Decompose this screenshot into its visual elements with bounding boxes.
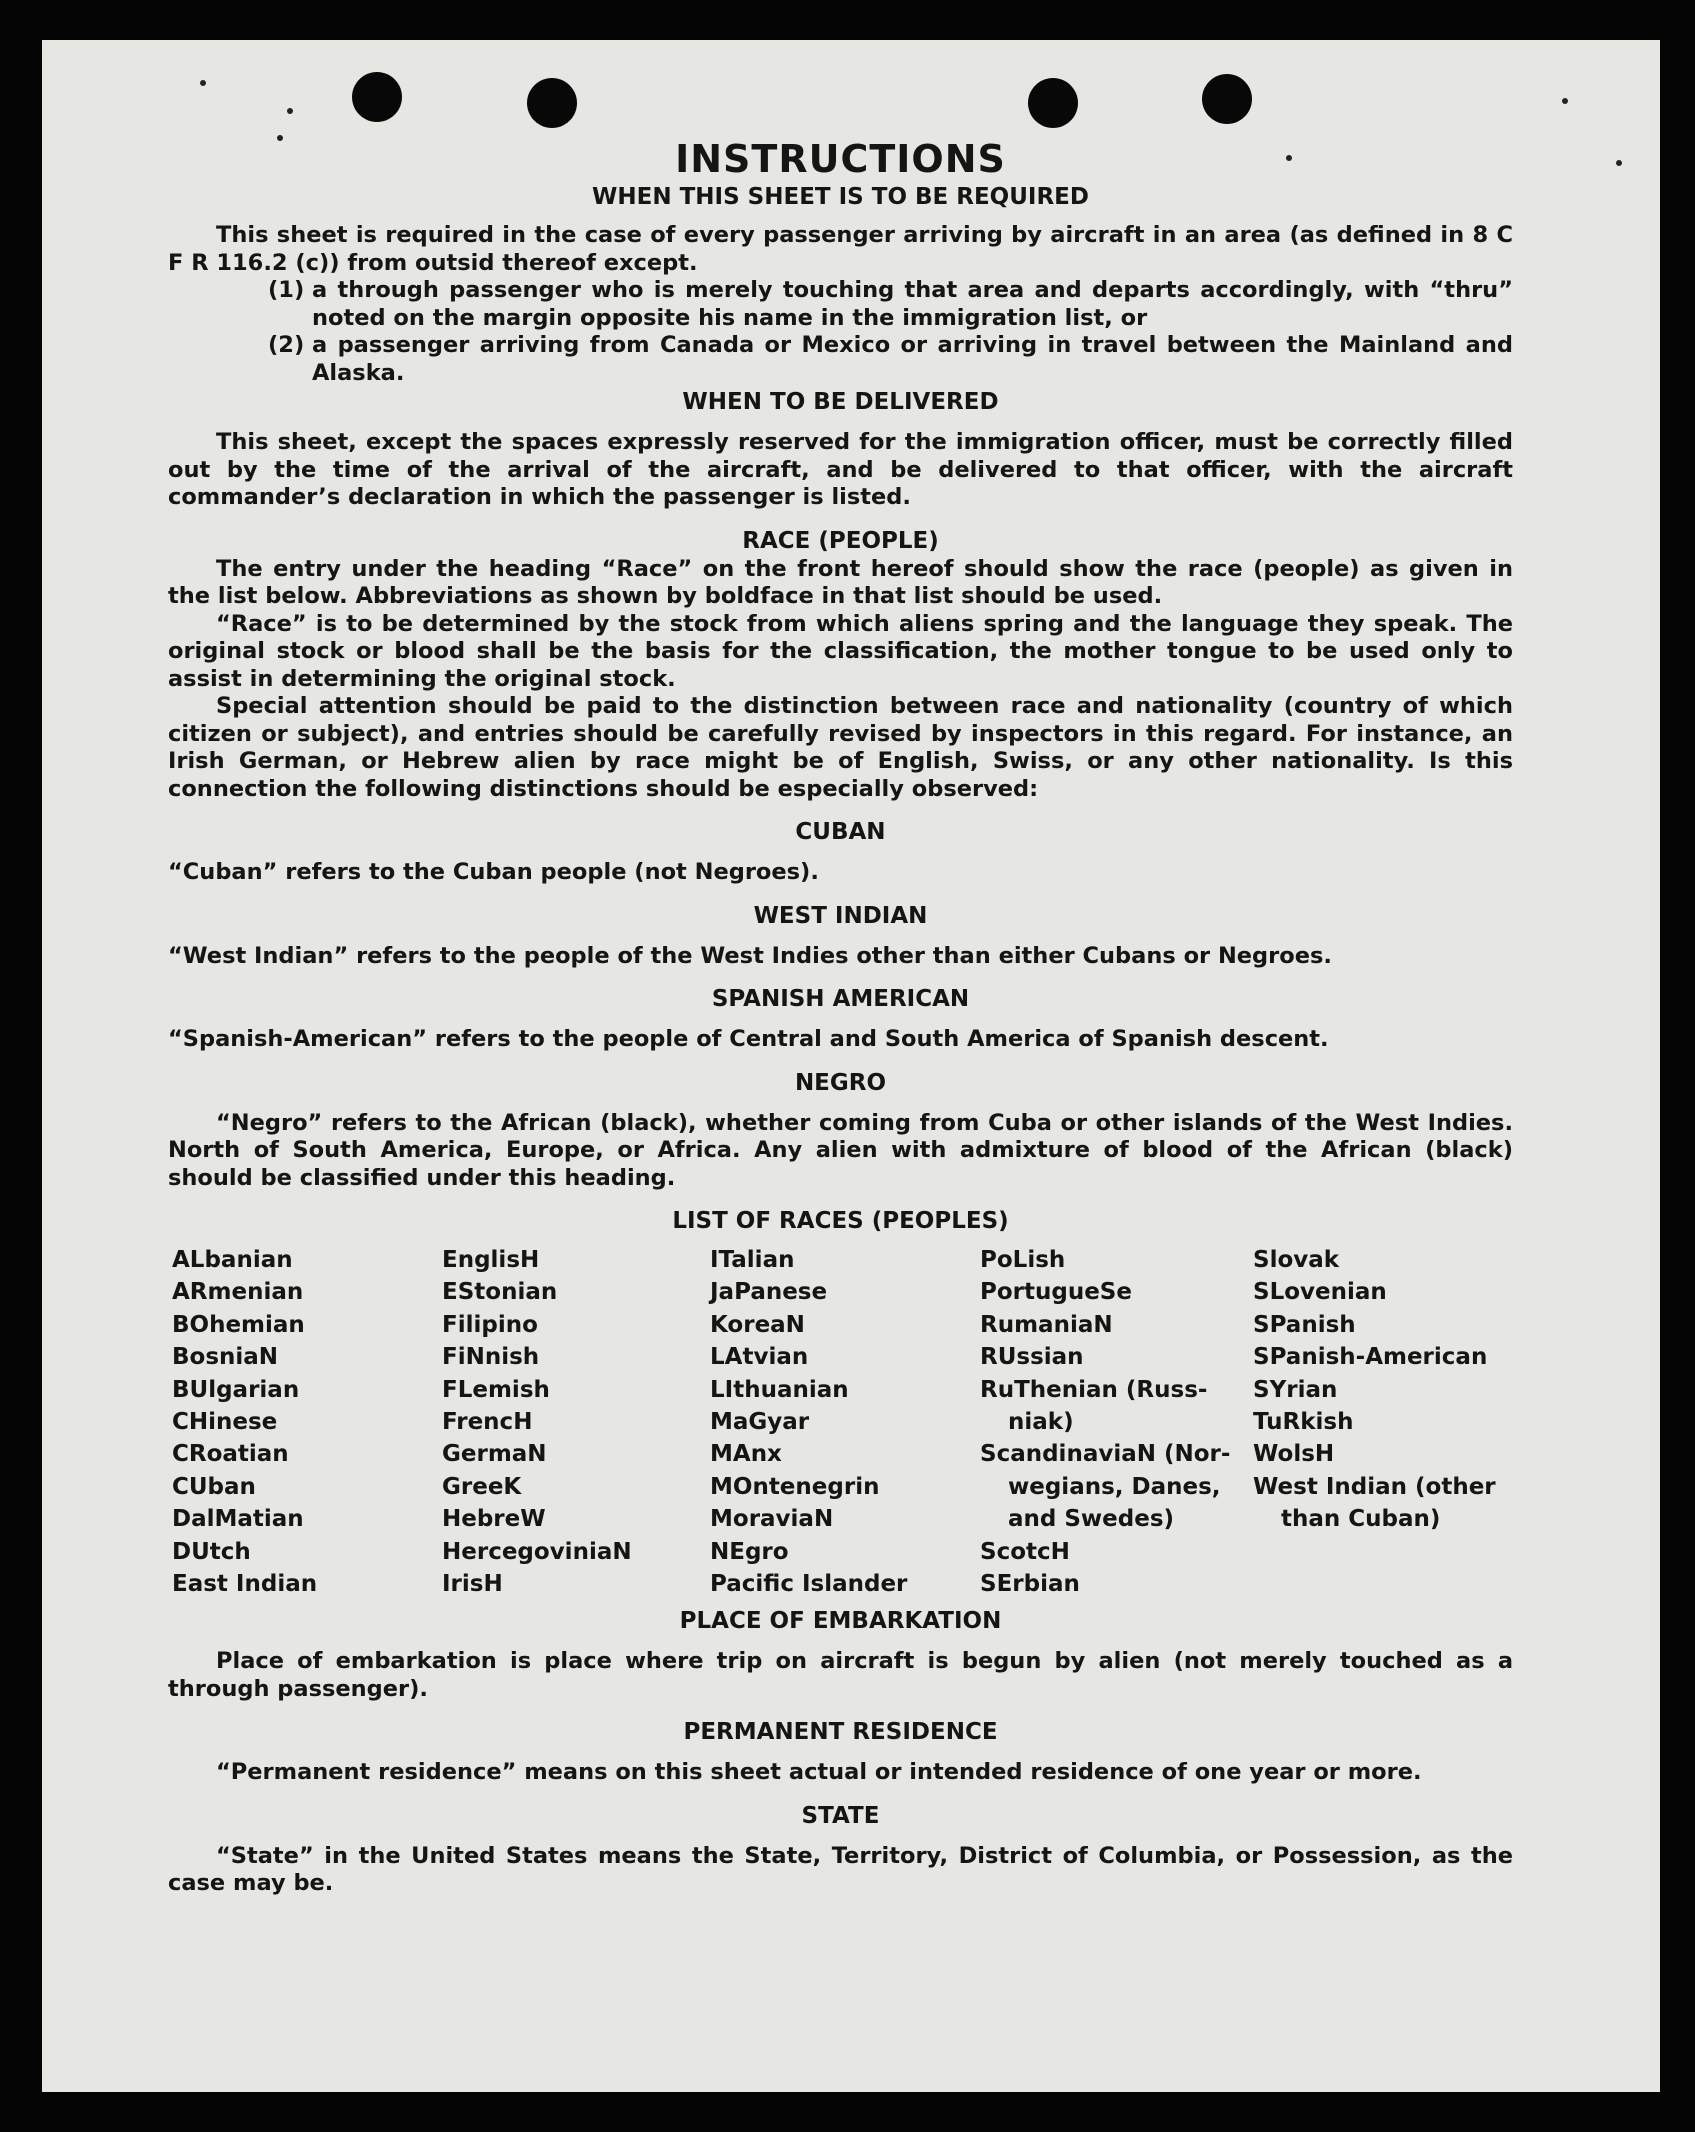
race-entry: EnglisH — [442, 1247, 540, 1273]
race-entry: HebreW — [442, 1506, 546, 1533]
speck — [200, 80, 206, 86]
races-column — [980, 1244, 1253, 1600]
heading-delivered: WHEN TO BE DELIVERED — [682, 389, 999, 415]
race-entry: SErbian — [980, 1571, 1080, 1598]
race-entry: JaPanese — [710, 1279, 828, 1306]
race-entry: MAnx — [710, 1441, 782, 1468]
race-entry: TuRkish — [1253, 1409, 1354, 1436]
race-entry: ScotcH — [980, 1538, 1070, 1565]
race-entry: IrisH — [442, 1571, 503, 1598]
punch-hole — [1202, 74, 1252, 124]
race-entry: DalMatian — [172, 1506, 304, 1533]
punch-hole — [352, 72, 402, 122]
negro-text: “Negro” refers to the African (black), whether coming from Cuba or other islands of the West Indies. North of South America, Europe, or Africa. Any alien with admixture of blood of the African (black) should be classified under this heading. — [168, 1109, 1513, 1191]
races-column — [442, 1244, 710, 1600]
race-entry: Pacific Islander — [710, 1571, 908, 1598]
heading-state: STATE — [801, 1802, 880, 1829]
race-entry: NEgro — [710, 1538, 789, 1565]
page-title: INSTRUCTIONS — [675, 137, 1006, 181]
race-entry: ARmenian — [172, 1279, 304, 1306]
heading-cuban: CUBAN — [795, 819, 886, 845]
speck — [287, 108, 293, 114]
race-entry: CUban — [172, 1473, 256, 1500]
race-entry: SPanish — [1253, 1311, 1356, 1338]
heading-spanish-american: SPANISH AMERICAN — [711, 986, 970, 1012]
item-number: (2) — [268, 332, 305, 358]
race-entry: GermaN — [442, 1441, 547, 1468]
race-entry: FiNnish — [442, 1344, 540, 1371]
race-entry: CRoatian — [172, 1441, 289, 1468]
heading-required: WHEN THIS SHEET IS TO BE REQUIRED — [592, 184, 1089, 210]
heading-embarkation: PLACE OF EMBARKATION — [679, 1608, 1002, 1635]
race-entry: HercegoviniaN — [442, 1538, 632, 1565]
race-entry: RUssian — [980, 1344, 1084, 1371]
race-paragraph-2: “Race” is to be determined by the stock from which aliens spring and the language they speak. The original stock or blood shall be the basis for the classification, the mother tongue to be used only to assist in determining the original stock. — [168, 610, 1513, 692]
race-entry-continued: than Cuban) — [1281, 1506, 1441, 1533]
race-entry: BOhemian — [172, 1311, 305, 1338]
punch-hole — [1028, 78, 1078, 128]
residence-text: “Permanent residence” means on this sheet actual or intended residence of one year or more. — [216, 1759, 1422, 1786]
heading-races-list: LIST OF RACES (PEOPLES) — [672, 1208, 1009, 1234]
race-entry: Slovak — [1253, 1247, 1340, 1273]
race-entry: PoLish — [980, 1247, 1066, 1273]
race-entry: RuThenian (Russ- — [980, 1376, 1208, 1403]
document-sheet — [42, 40, 1660, 2092]
spanish-american-text: “Spanish-American” refers to the people of Central and South America of Spanish descent. — [168, 1026, 1329, 1052]
exception-item — [168, 332, 1513, 387]
race-entry-continued: niak) — [1008, 1409, 1074, 1436]
race-entry: SLovenian — [1253, 1279, 1387, 1306]
race-entry: GreeK — [442, 1473, 522, 1500]
race-entry: PortugueSe — [980, 1279, 1132, 1306]
west-indian-text: “West Indian” refers to the people of the West Indies other than either Cubans or Negroes. — [168, 942, 1332, 969]
race-paragraph-1: The entry under the heading “Race” on the front hereof should show the race (people) as given in the list below. Abbreviations as shown by boldface in that list should be used. — [168, 555, 1513, 609]
race-entry: Filipino — [442, 1311, 538, 1338]
item-text: a through passenger who is merely touching that area and departs accordingly, with “thru” noted on the margin opposite his name in the immigration list, or — [312, 277, 1513, 331]
race-paragraph-3: Special attention should be paid to the distinction between race and nationality (country of which citizen or subject), and entries should be carefully revised by inspectors in this regard. For instance, an Irish German, or Hebrew alien by race might be of English, Swiss, or any other nationality. Is this connection the following distinctions should be especially observed: — [168, 693, 1513, 802]
race-entry: SYrian — [1253, 1376, 1338, 1403]
heading-negro: NEGRO — [794, 1069, 887, 1096]
heading-west-indian: WEST INDIAN — [753, 902, 928, 929]
races-column — [172, 1244, 442, 1600]
race-entry: BUlgarian — [172, 1376, 300, 1403]
race-entry: ScandinaviaN (Nor- — [980, 1441, 1231, 1468]
race-entry: MaGyar — [710, 1409, 810, 1436]
race-entry: West Indian (other — [1253, 1473, 1496, 1500]
speck — [1562, 98, 1568, 104]
race-entry: BosniaN — [172, 1344, 279, 1371]
race-entry: FrencH — [442, 1409, 533, 1436]
race-entry: CHinese — [172, 1409, 278, 1436]
race-entry: ALbanian — [172, 1247, 293, 1273]
races-column — [1253, 1244, 1517, 1600]
race-entry: FLemish — [442, 1376, 550, 1403]
race-entry: MoraviaN — [710, 1506, 834, 1533]
item-text: a passenger arriving from Canada or Mexico or arriving in travel between the Mainland and Alaska. — [312, 332, 1513, 386]
state-text: “State” in the United States means the State, Territory, District of Columbia, or Possession, as the case may be. — [168, 1842, 1513, 1897]
race-entry: LAtvian — [710, 1344, 809, 1371]
race-entry: DUtch — [172, 1538, 251, 1565]
heading-residence: PERMANENT RESIDENCE — [683, 1719, 998, 1746]
race-entry-continued: wegians, Danes, — [1008, 1473, 1221, 1500]
required-intro: This sheet is required in the case of every passenger arriving by aircraft in an area (as defined in 8 C F R 116.2 (c)) from outsid thereof except. — [168, 222, 1513, 276]
race-entry: MOntenegrin — [710, 1473, 880, 1500]
exception-item — [168, 277, 1513, 332]
race-entry: SPanish-American — [1253, 1344, 1488, 1371]
delivered-text: This sheet, except the spaces expressly reserved for the immigration officer, must be correctly filled out by the time of the arrival of the aircraft, and be delivered to that officer, with the aircraft commander’s declaration in which the passenger is listed. — [168, 429, 1513, 510]
race-entry: East Indian — [172, 1571, 318, 1598]
race-entry: RumaniaN — [980, 1311, 1113, 1338]
race-entry: ITalian — [710, 1247, 795, 1273]
race-entry-continued: and Swedes) — [1008, 1506, 1175, 1533]
punch-hole — [527, 78, 577, 128]
item-number: (1) — [268, 277, 305, 303]
race-entry: LIthuanian — [710, 1376, 849, 1403]
race-entry: KoreaN — [710, 1311, 805, 1338]
instructions-content — [168, 136, 1513, 1898]
race-entry: EStonian — [442, 1279, 558, 1306]
heading-race: RACE (PEOPLE) — [742, 527, 939, 554]
race-entry: WolsH — [1253, 1441, 1335, 1468]
cuban-text: “Cuban” refers to the Cuban people (not Negroes). — [168, 859, 819, 885]
races-list — [172, 1244, 1513, 1600]
races-column — [710, 1244, 980, 1600]
embarkation-text: Place of embarkation is place where trip on aircraft is begun by alien (not merely touched as a through passenger). — [168, 1648, 1513, 1702]
speck — [1616, 160, 1622, 166]
